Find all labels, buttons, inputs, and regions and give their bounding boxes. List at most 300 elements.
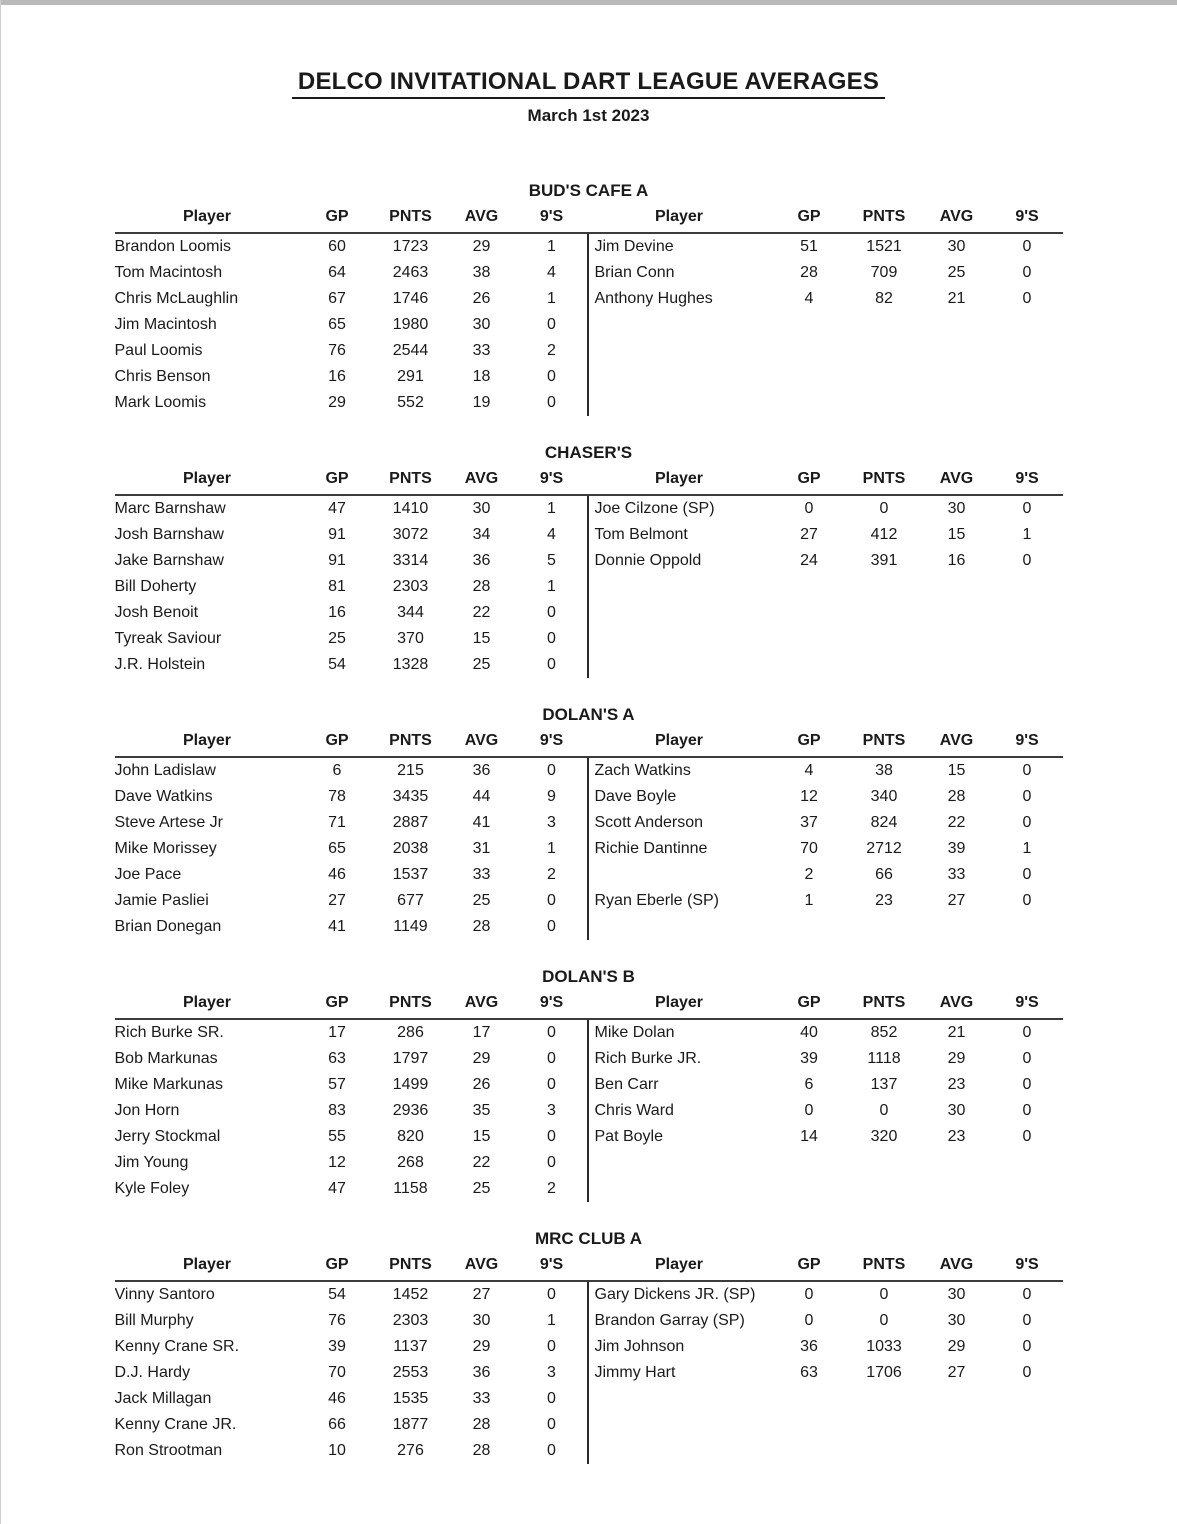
player-name-cell: Tyreak Saviour	[114, 630, 222, 647]
player-name-cell: Chris Ward	[587, 1098, 772, 1124]
gp-cell: 6	[804, 1076, 814, 1093]
pnts-cell	[847, 390, 922, 416]
gp-cell: 64	[328, 264, 346, 281]
column-header: GP	[772, 990, 847, 1020]
column-header: Player	[587, 728, 772, 758]
nines-cell: 0	[1022, 1312, 1032, 1329]
player-name-cell: Rich Burke SR.	[114, 1024, 224, 1041]
player-name-cell: Kyle Foley	[114, 1180, 190, 1197]
gp-cell	[772, 1176, 847, 1202]
gp-cell: 66	[328, 1416, 346, 1433]
nines-cell: 0	[1022, 1076, 1032, 1093]
player-name-cell: Jim Devine	[587, 234, 772, 260]
gp-cell: 0	[804, 1102, 814, 1119]
avg-cell: 21	[947, 1024, 966, 1041]
nines-cell: 0	[547, 1416, 556, 1433]
avg-cell: 41	[472, 814, 491, 831]
player-name-cell	[587, 338, 772, 364]
pnts-cell	[847, 1438, 922, 1464]
gp-cell	[772, 652, 847, 678]
pnts-cell	[847, 600, 922, 626]
column-header: 9'S	[517, 990, 587, 1020]
column-header: GP	[300, 1252, 375, 1282]
pnts-cell: 1410	[392, 500, 429, 517]
sections-container	[115, 178, 1063, 1464]
gp-cell	[772, 1150, 847, 1176]
nines-cell: 1	[1022, 526, 1032, 543]
nines-cell	[992, 1438, 1063, 1464]
player-name-cell: Zach Watkins	[587, 758, 772, 784]
avg-cell: 35	[472, 1102, 491, 1119]
player-name-cell: Dave Boyle	[587, 784, 772, 810]
avg-cell: 15	[472, 1128, 491, 1145]
player-name-cell: Steve Artese Jr	[114, 814, 223, 831]
nines-cell: 0	[547, 604, 556, 621]
nines-cell: 0	[1022, 1024, 1032, 1041]
nines-cell: 3	[547, 1102, 556, 1119]
player-name-cell: Scott Anderson	[587, 810, 772, 836]
nines-cell: 0	[1022, 1364, 1032, 1381]
pnts-cell: 1537	[392, 866, 429, 883]
gp-cell: 57	[328, 1076, 346, 1093]
nines-cell: 0	[1022, 788, 1032, 805]
avg-cell: 22	[472, 1154, 491, 1171]
column-header: 9'S	[992, 1252, 1063, 1282]
player-name-cell	[587, 364, 772, 390]
nines-cell: 2	[547, 342, 556, 359]
avg-cell: 31	[472, 840, 491, 857]
column-header: GP	[772, 466, 847, 496]
player-name-cell: Anthony Hughes	[587, 286, 772, 312]
page-title: DELCO INVITATIONAL DART LEAGUE AVERAGES	[292, 68, 885, 99]
pnts-cell: 320	[870, 1128, 898, 1145]
pnts-cell: 1877	[392, 1416, 429, 1433]
avg-cell: 33	[472, 866, 491, 883]
nines-cell: 1	[547, 500, 556, 517]
player-name-cell: Donnie Oppold	[587, 548, 772, 574]
nines-cell: 3	[547, 814, 556, 831]
gp-cell: 54	[328, 1286, 346, 1303]
nines-cell: 5	[547, 552, 556, 569]
avg-cell: 28	[472, 918, 491, 935]
nines-cell	[992, 338, 1063, 364]
pnts-cell: 824	[870, 814, 898, 831]
avg-cell	[922, 626, 992, 652]
player-name-cell: John Ladislaw	[114, 762, 216, 779]
avg-cell: 22	[947, 814, 966, 831]
avg-cell: 29	[472, 238, 491, 255]
avg-cell: 27	[947, 1364, 966, 1381]
pnts-cell: 340	[870, 788, 898, 805]
pnts-cell: 1706	[866, 1364, 902, 1381]
avg-cell: 26	[472, 290, 491, 307]
avg-cell	[922, 600, 992, 626]
pnts-cell: 370	[397, 630, 424, 647]
player-name-cell: D.J. Hardy	[114, 1364, 191, 1381]
avg-cell: 28	[472, 578, 491, 595]
column-header: 9'S	[992, 990, 1063, 1020]
column-header: AVG	[922, 990, 992, 1020]
nines-cell: 0	[1022, 762, 1032, 779]
player-name-cell	[587, 1176, 772, 1202]
gp-cell	[772, 364, 847, 390]
player-name-cell	[587, 390, 772, 416]
player-name-cell: Pat Boyle	[587, 1124, 772, 1150]
column-header: Player	[587, 990, 772, 1020]
player-name-cell	[587, 1386, 772, 1412]
avg-cell: 15	[947, 762, 966, 779]
section-table	[115, 1252, 1063, 1464]
gp-cell: 36	[800, 1338, 818, 1355]
gp-cell: 0	[804, 1286, 814, 1303]
nines-cell: 0	[547, 1442, 556, 1459]
gp-cell: 4	[804, 762, 814, 779]
gp-cell: 27	[800, 526, 818, 543]
gp-cell: 78	[328, 788, 346, 805]
column-header: Player	[115, 204, 300, 234]
player-name-cell: Jamie Pasliei	[114, 892, 209, 909]
nines-cell: 0	[1022, 238, 1032, 255]
gp-cell: 60	[328, 238, 346, 255]
avg-cell: 33	[472, 342, 491, 359]
section-title: DOLAN'S B	[542, 967, 635, 986]
gp-cell: 63	[328, 1050, 346, 1067]
column-header: PNTS	[847, 990, 922, 1020]
gp-cell: 81	[328, 578, 346, 595]
pnts-cell: 3314	[392, 552, 429, 569]
nines-cell: 0	[547, 1286, 556, 1303]
avg-cell: 30	[472, 1312, 491, 1329]
column-header: GP	[772, 1252, 847, 1282]
avg-cell: 21	[947, 290, 966, 307]
section-title: MRC CLUB A	[534, 1229, 643, 1248]
column-header: PNTS	[375, 1252, 447, 1282]
gp-cell: 91	[328, 552, 346, 569]
gp-cell	[772, 914, 847, 940]
avg-cell: 30	[947, 500, 966, 517]
nines-cell: 0	[1022, 1102, 1032, 1119]
column-header: AVG	[447, 990, 517, 1020]
section-bud-s-cafe-a	[115, 178, 1063, 416]
page-subtitle: March 1st 2023	[527, 106, 650, 125]
section-table	[115, 990, 1063, 1202]
player-name-cell: Chris McLaughlin	[114, 290, 239, 307]
nines-cell: 1	[547, 1312, 556, 1329]
gp-cell	[772, 312, 847, 338]
nines-cell: 0	[547, 762, 556, 779]
player-name-cell: Richie Dantinne	[587, 836, 772, 862]
player-name-cell	[587, 312, 772, 338]
window-edge-left	[0, 0, 1, 1524]
player-name-cell: Jim Johnson	[587, 1334, 772, 1360]
avg-cell: 39	[947, 840, 966, 857]
gp-cell: 40	[800, 1024, 818, 1041]
gp-cell: 28	[800, 264, 818, 281]
column-header: PNTS	[847, 1252, 922, 1282]
pnts-cell: 1149	[393, 918, 428, 935]
nines-cell: 0	[547, 394, 556, 411]
pnts-cell	[847, 1176, 922, 1202]
avg-cell: 38	[472, 264, 491, 281]
pnts-cell: 709	[870, 264, 898, 281]
player-name-cell	[587, 862, 772, 888]
pnts-cell: 1797	[392, 1050, 429, 1067]
avg-cell: 25	[472, 892, 491, 909]
nines-cell: 0	[1022, 1128, 1032, 1145]
avg-cell	[922, 914, 992, 940]
player-name-cell: Ryan Eberle (SP)	[587, 888, 772, 914]
gp-cell	[772, 574, 847, 600]
nines-cell: 0	[547, 1390, 556, 1407]
pnts-cell: 2712	[866, 840, 902, 857]
avg-cell: 26	[472, 1076, 491, 1093]
section-title: BUD'S CAFE A	[528, 181, 649, 200]
column-header: PNTS	[375, 204, 447, 234]
player-name-cell: J.R. Holstein	[114, 656, 206, 673]
nines-cell: 0	[547, 918, 556, 935]
column-header: Player	[115, 466, 300, 496]
nines-cell	[992, 914, 1063, 940]
avg-cell: 15	[947, 526, 966, 543]
pnts-cell: 1521	[866, 238, 902, 255]
nines-cell: 0	[1022, 552, 1032, 569]
avg-cell: 30	[472, 316, 491, 333]
avg-cell: 25	[947, 264, 966, 281]
gp-cell: 65	[328, 840, 346, 857]
column-header: 9'S	[992, 204, 1063, 234]
pnts-cell	[847, 652, 922, 678]
nines-cell: 0	[1022, 1050, 1032, 1067]
gp-cell	[772, 600, 847, 626]
nines-cell: 0	[547, 656, 556, 673]
player-name-cell: Brandon Loomis	[114, 238, 232, 255]
column-header: 9'S	[517, 1252, 587, 1282]
player-name-cell: Jerry Stockmal	[114, 1128, 221, 1145]
avg-cell: 27	[947, 892, 966, 909]
nines-cell: 0	[547, 1024, 556, 1041]
player-name-cell: Tom Macintosh	[114, 264, 223, 281]
avg-cell: 28	[472, 1442, 491, 1459]
nines-cell: 0	[547, 630, 556, 647]
pnts-cell: 2544	[392, 342, 429, 359]
nines-cell: 0	[1022, 1338, 1032, 1355]
nines-cell: 0	[1022, 264, 1032, 281]
avg-cell	[922, 1412, 992, 1438]
pnts-cell: 3072	[392, 526, 429, 543]
pnts-cell: 0	[879, 500, 889, 517]
avg-cell	[922, 1150, 992, 1176]
gp-cell: 91	[328, 526, 346, 543]
gp-cell: 4	[804, 290, 814, 307]
player-name-cell: Jim Macintosh	[114, 316, 217, 333]
column-header: 9'S	[517, 466, 587, 496]
nines-cell: 3	[547, 1364, 556, 1381]
column-header: PNTS	[375, 990, 447, 1020]
avg-cell: 17	[472, 1024, 491, 1041]
pnts-cell: 3435	[392, 788, 429, 805]
nines-cell: 0	[1022, 814, 1032, 831]
nines-cell	[992, 600, 1063, 626]
pnts-cell: 268	[397, 1154, 424, 1171]
pnts-cell: 2038	[392, 840, 429, 857]
avg-cell: 27	[472, 1286, 491, 1303]
pnts-cell: 677	[397, 892, 424, 909]
pnts-cell	[847, 312, 922, 338]
window-edge-top	[0, 0, 1177, 5]
column-header: 9'S	[517, 728, 587, 758]
pnts-cell: 2553	[392, 1364, 429, 1381]
section-title: CHASER'S	[544, 443, 633, 462]
player-name-cell: Jimmy Hart	[587, 1360, 772, 1386]
avg-cell: 25	[472, 1180, 491, 1197]
gp-cell: 70	[328, 1364, 346, 1381]
avg-cell: 28	[472, 1416, 491, 1433]
player-name-cell: Kenny Crane SR.	[114, 1338, 240, 1355]
column-header: GP	[772, 728, 847, 758]
section-chaser-s	[115, 440, 1063, 678]
pnts-cell: 412	[870, 526, 898, 543]
avg-cell: 29	[947, 1338, 966, 1355]
avg-cell: 23	[947, 1076, 966, 1093]
section-table	[115, 728, 1063, 940]
gp-cell: 51	[800, 238, 818, 255]
gp-cell: 70	[800, 840, 818, 857]
nines-cell: 1	[547, 290, 556, 307]
nines-cell: 0	[547, 1128, 556, 1145]
column-header: GP	[300, 990, 375, 1020]
gp-cell: 2	[804, 866, 814, 883]
pnts-cell: 2303	[392, 578, 429, 595]
pnts-cell: 1137	[393, 1338, 428, 1355]
player-name-cell: Joe Pace	[114, 866, 182, 883]
pnts-cell: 0	[879, 1102, 889, 1119]
column-header: Player	[587, 1252, 772, 1282]
player-name-cell: Dave Watkins	[114, 788, 213, 805]
avg-cell	[922, 574, 992, 600]
section-title: DOLAN'S A	[542, 705, 635, 724]
avg-cell: 29	[947, 1050, 966, 1067]
avg-cell	[922, 364, 992, 390]
pnts-cell: 2936	[392, 1102, 429, 1119]
pnts-cell	[847, 626, 922, 652]
gp-cell: 12	[328, 1154, 346, 1171]
nines-cell	[992, 364, 1063, 390]
pnts-cell	[847, 1150, 922, 1176]
section-dolan-s-a	[115, 702, 1063, 940]
nines-cell	[992, 1412, 1063, 1438]
column-header: PNTS	[847, 204, 922, 234]
avg-cell	[922, 1386, 992, 1412]
player-name-cell: Brian Donegan	[114, 918, 222, 935]
gp-cell: 76	[328, 1312, 346, 1329]
avg-cell: 25	[472, 656, 491, 673]
column-header: AVG	[922, 466, 992, 496]
player-name-cell: Ron Strootman	[114, 1442, 223, 1459]
column-header: PNTS	[847, 728, 922, 758]
nines-cell: 0	[1022, 892, 1032, 909]
column-header: Player	[115, 1252, 300, 1282]
pnts-cell: 1118	[867, 1050, 901, 1067]
gp-cell: 10	[328, 1442, 346, 1459]
player-name-cell	[587, 652, 772, 678]
column-header: AVG	[922, 728, 992, 758]
nines-cell: 2	[547, 1180, 556, 1197]
avg-cell: 15	[472, 630, 491, 647]
avg-cell: 30	[472, 500, 491, 517]
nines-cell	[992, 626, 1063, 652]
gp-cell: 83	[328, 1102, 346, 1119]
gp-cell: 14	[800, 1128, 818, 1145]
gp-cell: 6	[332, 762, 342, 779]
gp-cell: 37	[800, 814, 818, 831]
player-name-cell: Vinny Santoro	[114, 1286, 215, 1303]
player-name-cell: Jake Barnshaw	[114, 552, 224, 569]
player-name-cell: Bob Markunas	[114, 1050, 218, 1067]
player-name-cell	[587, 1438, 772, 1464]
column-header: GP	[300, 466, 375, 496]
gp-cell: 16	[328, 604, 346, 621]
player-name-cell: Brandon Garray (SP)	[587, 1308, 772, 1334]
avg-cell: 33	[947, 866, 966, 883]
pnts-cell: 1033	[866, 1338, 902, 1355]
nines-cell: 0	[547, 1154, 556, 1171]
gp-cell: 76	[328, 342, 346, 359]
pnts-cell: 1452	[392, 1286, 429, 1303]
avg-cell: 16	[947, 552, 966, 569]
nines-cell	[992, 1386, 1063, 1412]
pnts-cell: 1535	[392, 1390, 429, 1407]
player-name-cell: Mike Markunas	[114, 1076, 223, 1093]
gp-cell: 24	[800, 552, 818, 569]
nines-cell	[992, 652, 1063, 678]
nines-cell: 0	[547, 1338, 556, 1355]
avg-cell	[922, 312, 992, 338]
gp-cell: 67	[328, 290, 346, 307]
column-header: AVG	[447, 1252, 517, 1282]
player-name-cell: Kenny Crane JR.	[114, 1416, 237, 1433]
player-name-cell: Mike Dolan	[587, 1020, 772, 1046]
pnts-cell: 215	[397, 762, 424, 779]
column-header: PNTS	[375, 728, 447, 758]
gp-cell: 27	[328, 892, 346, 909]
gp-cell: 17	[328, 1024, 346, 1041]
nines-cell: 2	[547, 866, 556, 883]
player-name-cell: Josh Benoit	[114, 604, 199, 621]
nines-cell	[992, 390, 1063, 416]
avg-cell: 28	[947, 788, 966, 805]
column-header: AVG	[447, 728, 517, 758]
gp-cell: 39	[800, 1050, 818, 1067]
player-name-cell	[587, 1412, 772, 1438]
section-table	[115, 466, 1063, 678]
gp-cell	[772, 1386, 847, 1412]
pnts-cell	[847, 1412, 922, 1438]
column-header: 9'S	[992, 466, 1063, 496]
nines-cell: 4	[547, 526, 556, 543]
gp-cell: 29	[328, 394, 346, 411]
avg-cell	[922, 1176, 992, 1202]
player-name-cell	[587, 914, 772, 940]
pnts-cell: 66	[875, 866, 893, 883]
gp-cell: 25	[328, 630, 346, 647]
player-name-cell: Bill Murphy	[114, 1312, 194, 1329]
nines-cell: 0	[547, 1076, 556, 1093]
pnts-cell: 276	[397, 1442, 424, 1459]
pnts-cell	[847, 338, 922, 364]
pnts-cell: 286	[397, 1024, 424, 1041]
player-name-cell: Chris Benson	[114, 368, 211, 385]
avg-cell: 29	[472, 1338, 491, 1355]
